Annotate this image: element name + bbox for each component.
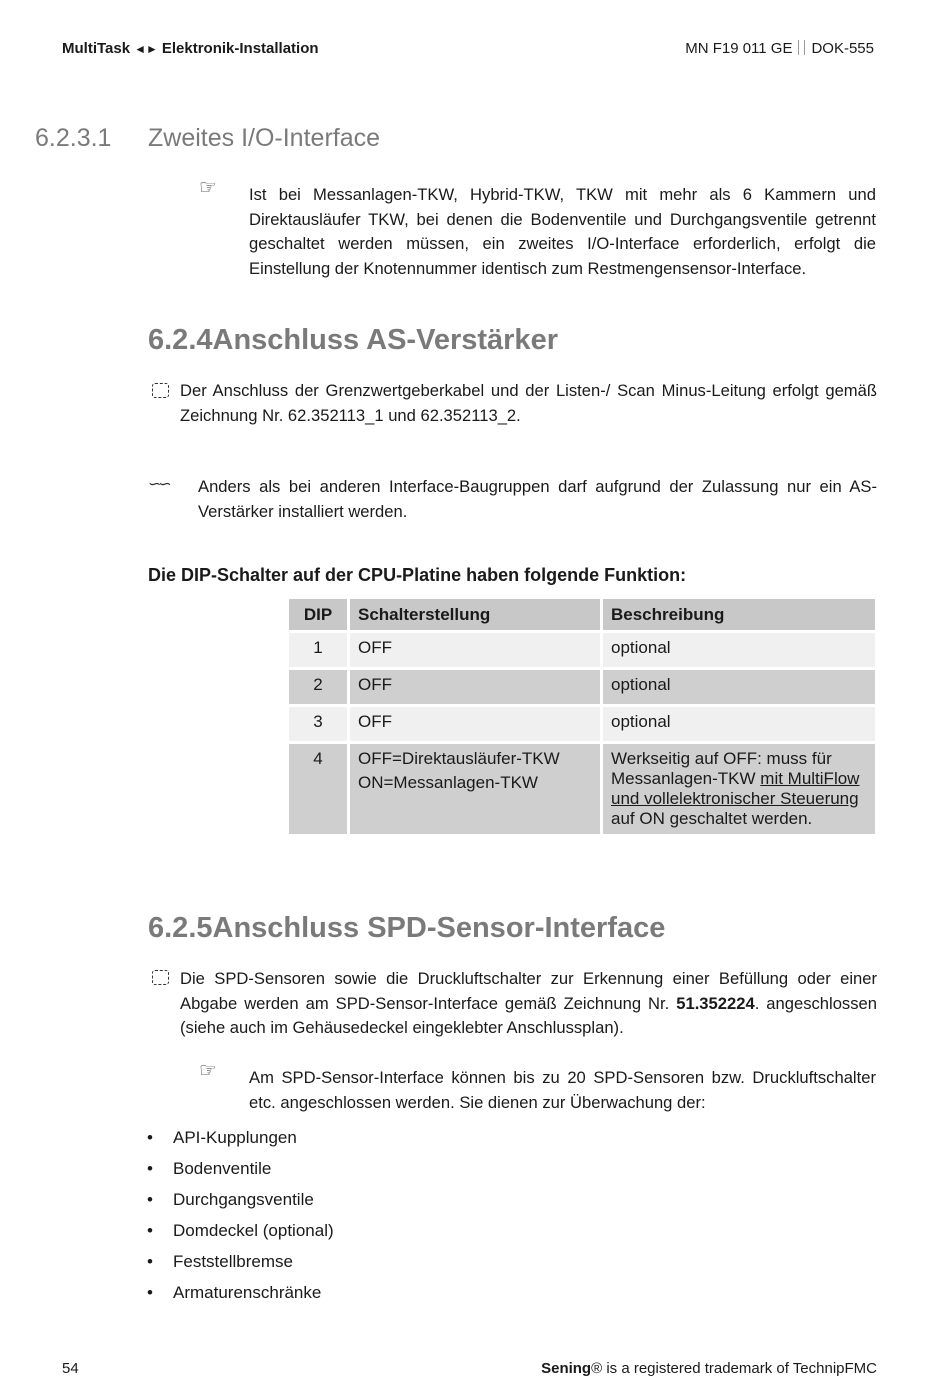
cell-setting: OFF — [350, 633, 600, 667]
cell-description: optional — [603, 707, 875, 741]
cell-description — [603, 744, 875, 834]
table-header-row — [289, 599, 875, 630]
drawing-number: 51.352224 — [676, 993, 755, 1013]
subsection-heading-6231 — [35, 124, 380, 153]
list-item — [147, 1251, 334, 1282]
list-item-label: Feststellbremse — [173, 1252, 293, 1271]
brand-name: Sening — [541, 1360, 592, 1377]
list-item-label: Bodenventile — [173, 1159, 272, 1178]
glasses-icon: ∽∽ — [148, 476, 169, 493]
desc-text-2: auf ON geschaltet werden. — [611, 809, 813, 828]
bullet-icon: • — [147, 1190, 153, 1209]
monitoring-list — [147, 1127, 334, 1313]
pointing-hand-icon: ☞ — [199, 1060, 217, 1082]
product-name: MultiTask — [62, 40, 131, 57]
as-note-text: Anders als bei anderen Interface-Baugruppen darf aufgrund der Zulassung nur ein AS-Verstärker installiert werden. — [198, 477, 877, 521]
list-item — [147, 1158, 334, 1189]
cell-description: optional — [603, 670, 875, 704]
spd-connection-text — [180, 967, 877, 1041]
as-connection-text: Der Anschluss der Grenzwertgeberkabel und der Listen-/ Scan Minus-Leitung erfolgt gemäß Zeichnung Nr. 62.352113_1 und 62.352113_2. — [180, 381, 877, 425]
bullet-icon: • — [147, 1221, 153, 1240]
cell-dip: 2 — [289, 670, 347, 704]
page-header-docref — [685, 40, 874, 57]
table-row — [289, 744, 875, 834]
trademark-text: ® is a registered trademark of TechnipFMC — [591, 1360, 877, 1377]
doc-code: DOK-555 — [811, 40, 874, 57]
connection-square-icon — [152, 970, 169, 985]
cell-setting: OFF — [350, 707, 600, 741]
trademark-footer — [541, 1360, 877, 1377]
spd-text-1: Die SPD-Sensoren sowie die Druckluftschalter zur Erkennung einer Befüllung oder einer Abgabe werden am SPD-Sensor-Interface gemäß Zeichnung Nr. — [180, 969, 877, 1013]
list-item-label: Armaturenschränke — [173, 1283, 322, 1302]
col-header-description: Beschreibung — [603, 599, 875, 630]
list-item-label: Domdeckel (optional) — [173, 1221, 334, 1240]
bullet-icon: • — [147, 1283, 153, 1302]
table-row — [289, 633, 875, 667]
cell-dip: 4 — [289, 744, 347, 834]
bullet-icon: • — [147, 1252, 153, 1271]
spd-note-text: Am SPD-Sensor-Interface können bis zu 20 SPD-Sensoren bzw. Druckluftschalter etc. angeschlossen werden. Sie dienen zur Überwachung der: — [249, 1068, 876, 1112]
connection-square-icon — [152, 383, 169, 398]
setting-line-2: ON=Messanlagen-TKW — [358, 773, 538, 792]
spd-text-2: . angeschlossen (siehe auch im Gehäusedeckel eingeklebter Anschlussplan). — [180, 993, 877, 1038]
subsection-number: 6.2.3.1 — [35, 124, 112, 152]
list-item-label: API-Kupplungen — [173, 1128, 297, 1147]
col-header-setting: Schalterstellung — [350, 599, 600, 630]
list-item — [147, 1189, 334, 1220]
doc-number: MN F19 011 GE — [685, 40, 793, 57]
cell-dip: 1 — [289, 633, 347, 667]
header-divider — [798, 40, 805, 55]
section-heading-624: 6.2.4Anschluss AS-Verstärker — [148, 324, 558, 356]
list-item — [147, 1127, 334, 1158]
desc-text-underlined: mit MultiFlow und vollelektronischer Steuerung — [611, 769, 860, 808]
table-row — [289, 707, 875, 741]
list-item — [147, 1282, 334, 1313]
section-heading-625: 6.2.5Anschluss SPD-Sensor-Interface — [148, 912, 666, 944]
cell-setting — [350, 744, 600, 834]
desc-text-1: Werkseitig auf OFF: muss für Messanlagen-TKW — [611, 749, 832, 788]
list-item-label: Durchgangsventile — [173, 1190, 314, 1209]
note-text-6231: Ist bei Messanlagen-TKW, Hybrid-TKW, TKW mit mehr als 6 Kammern und Direktausläufer TKW, bei denen die Bodenventile und Durchgangsventile getrennt geschaltet werden müssen, ein zweites I/O-Interface erforderlich, erfolgt die Einstellung der Knotennummer identisch zum Restmengensensor-Interface. — [249, 185, 876, 278]
bullet-icon: • — [147, 1128, 153, 1147]
bullet-icon: • — [147, 1159, 153, 1178]
pointing-hand-icon: ☞ — [199, 177, 217, 199]
col-header-dip: DIP — [289, 599, 347, 630]
subsection-title: Zweites I/O-Interface — [148, 124, 381, 152]
cell-setting: OFF — [350, 670, 600, 704]
table-row — [289, 670, 875, 704]
dip-table-title: Die DIP-Schalter auf der CPU-Platine haben folgende Funktion: — [148, 565, 687, 585]
setting-line-1: OFF=Direktausläufer-TKW — [358, 749, 560, 768]
page-header-title — [62, 40, 319, 57]
page-number: 54 — [62, 1360, 79, 1377]
list-item — [147, 1220, 334, 1251]
cell-dip: 3 — [289, 707, 347, 741]
cell-description: optional — [603, 633, 875, 667]
nav-arrows-icon: ◄► — [134, 42, 158, 56]
dip-switch-table — [286, 596, 878, 837]
header-section: Elektronik-Installation — [161, 40, 319, 57]
